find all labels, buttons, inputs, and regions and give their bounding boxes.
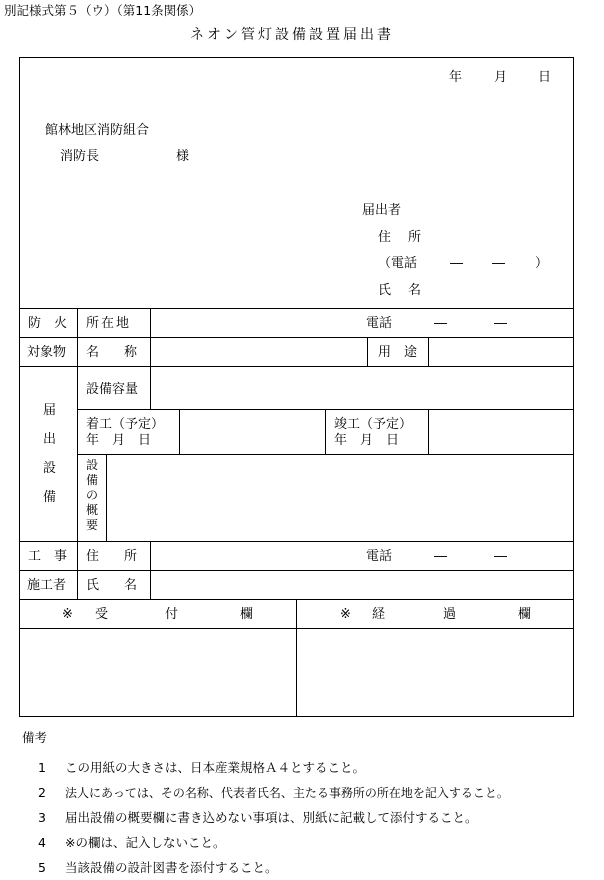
- contractor-phone-label: 電話: [366, 549, 393, 564]
- note-number: 5: [38, 860, 46, 875]
- location-label: 所在地: [86, 316, 132, 331]
- addressee-honorific: 様: [176, 149, 190, 164]
- addressee-chief: 消防長: [60, 149, 100, 164]
- fire-object-phone-label: 電話: [366, 316, 393, 331]
- overview-char-2: 備: [86, 473, 99, 487]
- notifier-address-label: 住 所: [378, 230, 424, 245]
- contractor-label-2: 施工者: [27, 578, 67, 593]
- receipt-char-1: 受: [95, 607, 109, 622]
- progress-char-1: 経: [372, 607, 386, 622]
- note-text: この用紙の大きさは、日本産業規格Ａ４とすること。: [65, 760, 366, 775]
- overview-char-5: 要: [86, 518, 99, 532]
- addressee-org: 館林地区消防組合: [45, 123, 150, 138]
- progress-mark: ※: [340, 607, 351, 622]
- capacity-label: 設備容量: [86, 382, 139, 397]
- fire-object-phone-dash-1: ―: [434, 316, 447, 331]
- receipt-mark: ※: [62, 607, 73, 622]
- receipt-char-2: 付: [165, 607, 179, 622]
- note-text: 当該設備の設計図書を添付すること。: [65, 860, 278, 875]
- object-name-label: 名 称: [86, 345, 144, 360]
- date-day: 日: [538, 70, 552, 85]
- notified-equipment-char-1: 届: [43, 403, 57, 418]
- contractor-phone-dash-2: ―: [494, 549, 507, 564]
- notifier-phone-dash-2: ―: [492, 256, 505, 271]
- fire-object-phone-dash-2: ―: [494, 316, 507, 331]
- form-number: 別記様式第５（ウ）（第11条関係）: [4, 3, 202, 18]
- notifier-name-label: 氏 名: [378, 283, 424, 298]
- note-text: 法人にあっては、その名称、代表者氏名、主たる事務所の所在地を記入すること。: [65, 786, 509, 800]
- overview-char-4: 概: [86, 503, 99, 517]
- contractor-name-label: 氏 名: [86, 578, 144, 593]
- notifier-label: 届出者: [362, 203, 402, 218]
- fire-object-label-1: 防 火: [28, 316, 68, 331]
- notified-equipment-char-2: 出: [43, 432, 57, 447]
- date-year: 年: [449, 70, 463, 85]
- note-text: 届出設備の概要欄に書き込めない事項は、別紙に記載して添付すること。: [65, 810, 478, 825]
- notifier-phone-close: ）: [535, 256, 549, 271]
- complete-date: 年 月 日: [334, 433, 400, 448]
- use-label: 用 途: [378, 345, 418, 360]
- notes-heading: 備考: [22, 730, 48, 745]
- progress-char-2: 過: [443, 607, 457, 622]
- notified-equipment-char-3: 設: [43, 461, 57, 476]
- note-number: 2: [38, 785, 46, 800]
- date-month: 月: [494, 70, 508, 85]
- fire-object-label-2: 対象物: [27, 345, 67, 360]
- complete-label: 竣工（予定）: [334, 417, 413, 432]
- notified-equipment-char-4: 備: [43, 490, 57, 505]
- progress-char-3: 欄: [518, 607, 532, 622]
- start-label: 着工（予定）: [86, 417, 165, 432]
- note-number: 4: [38, 835, 46, 850]
- page-title: ネオン管灯設備設置届出書: [190, 27, 394, 43]
- start-date: 年 月 日: [86, 433, 152, 448]
- notifier-phone-open: （電話: [378, 256, 418, 271]
- notifier-phone-dash-1: ―: [450, 256, 463, 271]
- contractor-phone-dash-1: ―: [434, 549, 447, 564]
- note-number: 3: [38, 810, 46, 825]
- note-text: ※の欄は、記入しないこと。: [65, 835, 226, 850]
- overview-char-1: 設: [86, 458, 99, 472]
- receipt-char-3: 欄: [240, 607, 254, 622]
- note-number: 1: [38, 760, 46, 775]
- overview-char-3: の: [86, 488, 99, 502]
- contractor-label-1: 工 事: [28, 549, 68, 564]
- contractor-address-label: 住 所: [86, 549, 144, 564]
